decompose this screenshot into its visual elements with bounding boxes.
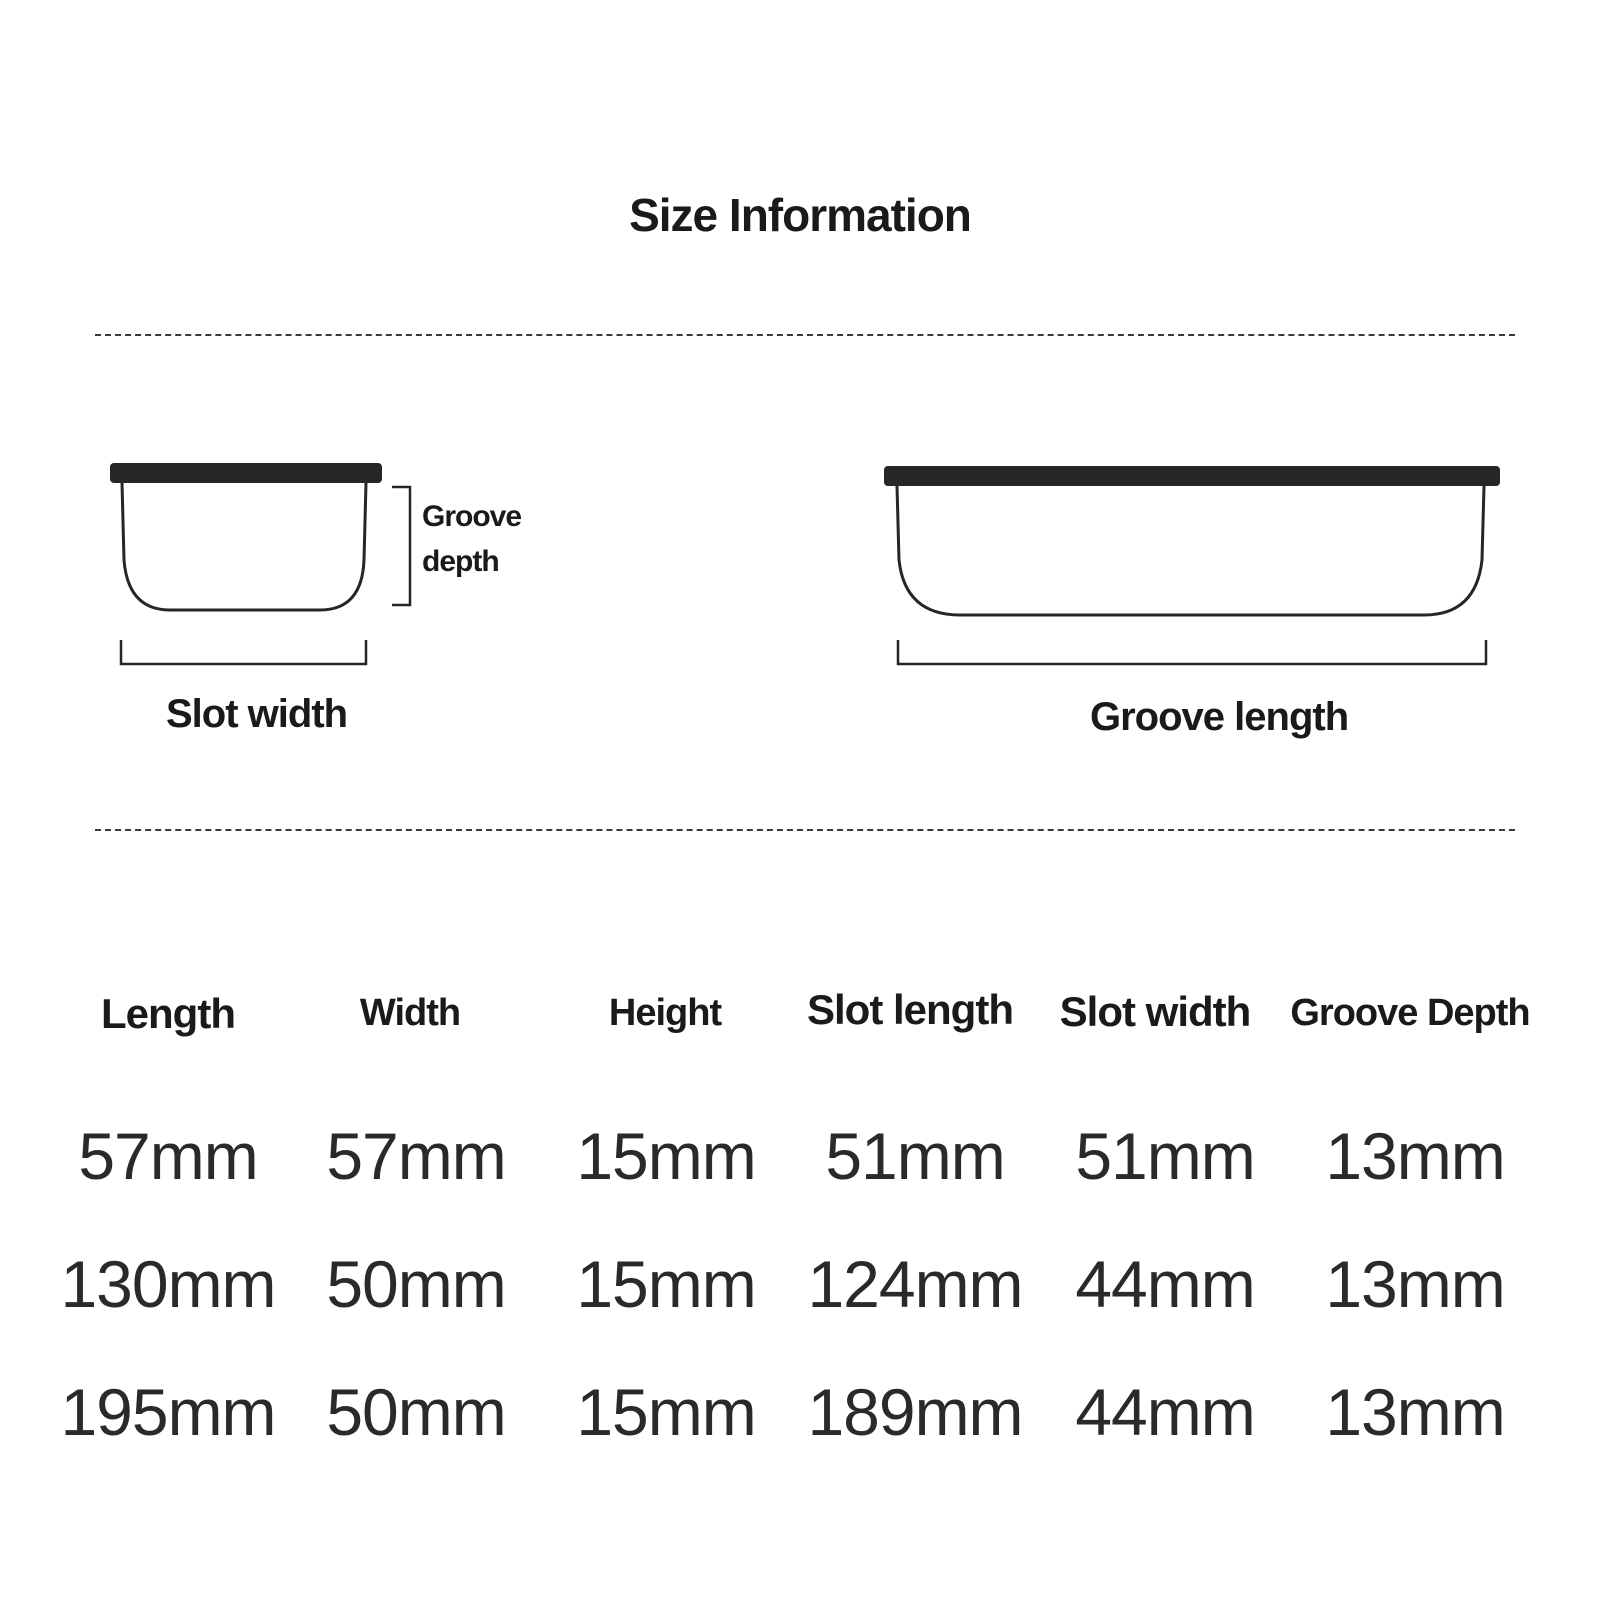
table-cell: 44mm	[1075, 1247, 1255, 1321]
header-slot-length: Slot length	[807, 986, 1013, 1033]
slot-width-bracket	[121, 640, 366, 664]
header-width: Width	[359, 992, 461, 1034]
table-cell: 15mm	[576, 1119, 756, 1193]
table-cell: 50mm	[326, 1375, 506, 1449]
table-cell: 15mm	[576, 1247, 756, 1321]
table-cell: 51mm	[1075, 1119, 1255, 1193]
table-cell: 195mm	[60, 1375, 276, 1449]
small-tray-outline	[110, 463, 382, 610]
table-cell: 44mm	[1075, 1375, 1255, 1449]
groove-depth-label-line2: depth	[422, 545, 499, 578]
header-slot-width: Slot width	[1059, 988, 1251, 1035]
dashed-divider-bottom	[95, 829, 1515, 831]
header-height: Height	[608, 992, 722, 1034]
page-title: Size Information	[629, 189, 971, 241]
table-cell: 130mm	[60, 1247, 276, 1321]
table-cell: 13mm	[1325, 1247, 1505, 1321]
table-cell: 51mm	[825, 1119, 1005, 1193]
groove-length-bracket	[898, 640, 1486, 664]
large-tray-outline	[884, 466, 1500, 615]
table-cell: 15mm	[576, 1375, 756, 1449]
table-cell: 13mm	[1325, 1119, 1505, 1193]
table-cell: 13mm	[1325, 1375, 1505, 1449]
slot-width-label: Slot width	[166, 692, 348, 736]
groove-depth-bracket	[392, 487, 410, 605]
header-groove-depth: Groove Depth	[1290, 992, 1530, 1034]
table-cell: 57mm	[326, 1119, 506, 1193]
table-cell: 189mm	[807, 1375, 1023, 1449]
table-cell: 57mm	[78, 1119, 258, 1193]
table-cell: 124mm	[807, 1247, 1023, 1321]
header-length: Length	[101, 990, 235, 1037]
table-cell: 50mm	[326, 1247, 506, 1321]
groove-length-label: Groove length	[1090, 695, 1349, 739]
groove-depth-label: Groove	[422, 500, 522, 533]
